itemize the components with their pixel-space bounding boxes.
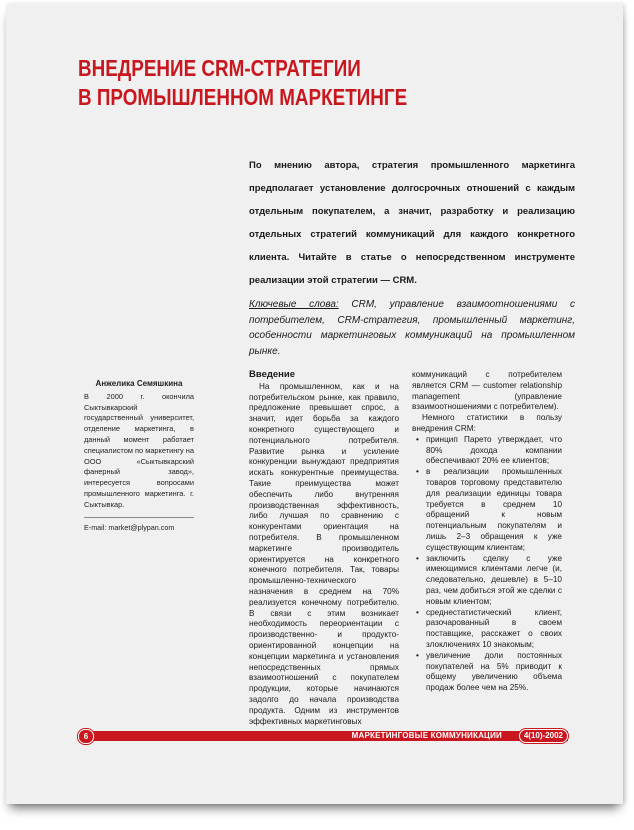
author-sidebar [84, 379, 194, 533]
list-item: • в реализации промышленных товаров торговому представителю для реализации единицы товара требуется в среднем 10 обращений к новым потенциальным покупателям и лишь 2–3 обращения к уже существующим клиентам; [412, 467, 562, 553]
title-line-2: В ПРОМЫШЛЕННОМ МАРКЕТИНГЕ [78, 84, 408, 110]
author-name: Анжелика Семяшкина [95, 379, 183, 388]
journal-name: МАРКЕТИНГОВЫЕ КОММУНИКАЦИИ [351, 731, 502, 740]
lead-paragraph: По мнению автора, стратегия промышленного маркетинга предполагает установление долгосрочных отношений с каждым отдельным покупателем, а значит, разработку и реализацию отдельных стратегий коммуникаций для каждого конкретного клиента. Читайте в статье о непосредственном инструменте реализации этой стратегии — CRM. [249, 160, 575, 286]
page-footer [78, 729, 568, 743]
author-bio: В 2000 г. окончила Сыктывкарский государственный университет, отделение маркетинга, в данный момент работает специалистом по маркетингу на ООО «Сыктывкарский фанерный завод», интересуется вопросами промышленного маркетинга. г. Сыктывкар. [84, 391, 194, 509]
keywords-label: Ключевые слова: [249, 299, 339, 310]
list-item: • заключить сделку с уже имеющимися клиентами легче (и, следовательно, дешевле) в 5–10 раз, чем добиться этой же сделки с новым клиентом; [412, 554, 562, 608]
stats-list [412, 435, 562, 694]
body-paragraph: На промышленном, как и на потребительском рынке, как правило, предложение превышает спрос, а значит, идет борьба за каждого конкретного существующего и потенциального потребителя. Развитие рынка и усиление конкуренции вынуждают предприятия искать конкурентные преимущества. Такие преимущества может обеспечить либо внутренняя производственная эффективность, либо лучшая по сравнению с конкурентами ориентация на потребителя. В промышленном маркетинге производитель ориентируется на конкретного конечного потребителя. Так, товары промышленно-технического назначения в среднем на 70% реализуется конечному потребителю. В связи с этим возникает необходимость переориентации с производственно- и продукто-ориентированной концепции на концепции маркетинга и установления непосредственных прямых взаимоотношений с покупателем продукции, которые начинаются задолго до начала производства продукта. Одним из инструментов эффективных маркетинговых [249, 381, 399, 726]
stats-intro: Немного статистики в пользу внедрения CRM: [412, 413, 562, 433]
body-paragraph-continued: коммуникаций с потребителем является CRM — customer relationship management (управление взаимоотношениями с потребителем). [412, 370, 562, 412]
body-column-2 [412, 370, 562, 694]
page-number: 6 [78, 729, 94, 744]
author-email: E-mail: market@plypan.com [84, 522, 175, 532]
keywords-text: CRM, управление взаимоотношениями с потребителем, CRM-стратегия, промышленный маркетинг, особенности маркетинговых коммуникаций на промышленном рынке. [249, 299, 575, 357]
keywords [249, 297, 575, 359]
issue-number: 4(10)-2002 [519, 729, 568, 743]
list-item: • принцип Парето утверждает, что 80% дохода компании обеспечивают 20% ее клиентов; [412, 435, 562, 467]
article-title [78, 54, 407, 112]
list-item: • среднестатистический клиент, разочарованный в своем поставщике, расскажет о своих злоключениях 10 знакомым; [412, 608, 562, 651]
author-divider [84, 517, 194, 518]
title-line-1: ВНЕДРЕНИЕ CRM-СТРАТЕГИИ [78, 55, 361, 81]
journal-page [6, 4, 623, 804]
body-column-1 [249, 370, 399, 727]
list-item: • увеличение доли постоянных покупателей на 5% приводит к общему увеличению объема продаж более чем на 25%. [412, 651, 562, 694]
section-heading-intro: Введение [249, 369, 296, 380]
